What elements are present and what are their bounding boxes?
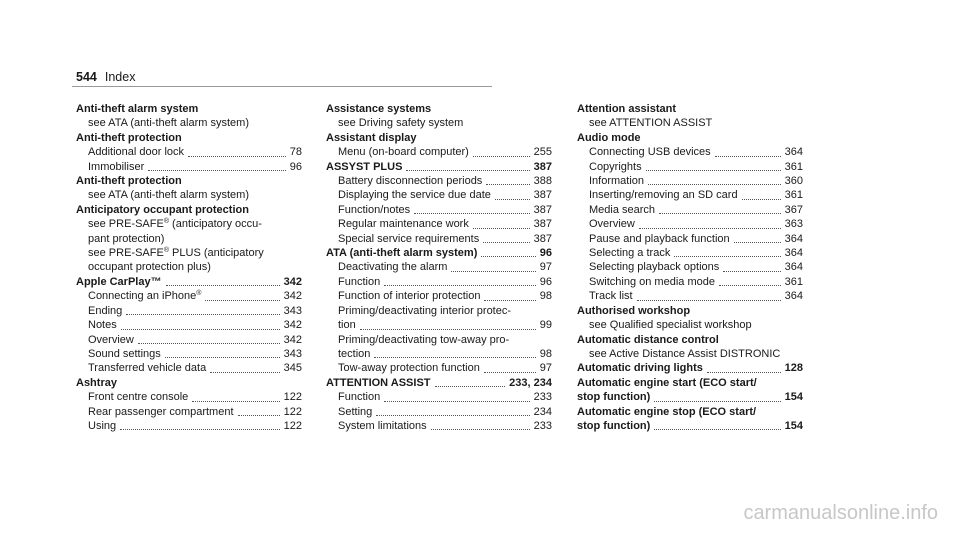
index-entry <box>577 102 803 131</box>
entry-title: Attention assistant <box>577 103 677 115</box>
page-ref: 96 <box>539 275 552 288</box>
index-entry <box>76 131 302 174</box>
page-ref: 96 <box>539 247 552 260</box>
page-ref: 387 <box>533 203 552 216</box>
index-entry <box>577 304 803 333</box>
page-ref: 367 <box>784 203 803 216</box>
index-entry <box>577 333 803 362</box>
page-ref: 360 <box>784 175 803 188</box>
page-ref: 361 <box>784 160 803 173</box>
see-reference-cont: pant protection) <box>88 232 165 245</box>
see-reference[interactable]: see Active Distance Assist DISTRONIC <box>589 347 781 360</box>
entry-title-with-page[interactable]: stop function) 154 <box>577 419 803 432</box>
index-entry <box>326 102 552 131</box>
page-ref: 96 <box>289 160 302 173</box>
index-column-2 <box>326 102 552 433</box>
sub-entry[interactable]: tion 99 <box>338 319 552 332</box>
page-ref: 364 <box>784 146 803 159</box>
sub-entry[interactable]: Ending 343 <box>88 304 302 317</box>
entry-title: Anti-theft alarm system <box>76 103 199 115</box>
sub-entry[interactable]: Function 233 <box>338 391 552 404</box>
page-ref: 364 <box>784 261 803 274</box>
sub-entry[interactable]: Immobiliser 96 <box>88 160 302 173</box>
watermark: carmanualsonline.info <box>743 502 938 524</box>
entry-title: Automatic engine stop (ECO start/ <box>577 405 757 418</box>
page-ref: 233 <box>533 391 552 404</box>
index-entry <box>326 160 552 246</box>
sub-entry[interactable]: Function of interior protection 98 <box>338 290 552 303</box>
sub-entry[interactable]: Track list 364 <box>589 290 803 303</box>
page-ref: 342 <box>283 275 302 288</box>
sub-entry[interactable]: Pause and playback function 364 <box>589 232 803 245</box>
page-ref: 154 <box>784 419 803 432</box>
sub-entry[interactable]: Setting 234 <box>338 405 552 418</box>
sub-entry[interactable]: Connecting an iPhone® 342 <box>88 290 302 303</box>
page-ref: 342 <box>283 290 302 303</box>
page-ref: 255 <box>533 146 552 159</box>
page-ref: 342 <box>283 319 302 332</box>
entry-title: Audio mode <box>577 131 641 144</box>
page-ref: 387 <box>533 218 552 231</box>
sub-entry-text: Priming/deactivating tow-away pro- <box>338 333 510 346</box>
page-ref: 122 <box>283 405 302 418</box>
page-ref: 387 <box>533 160 552 173</box>
see-reference[interactable]: see PRE-SAFE® (anticipatory occu- <box>88 218 262 231</box>
entry-title: Anti-theft protection <box>76 131 182 144</box>
sub-entry[interactable]: Notes 342 <box>88 319 302 332</box>
sub-entry[interactable]: Rear passenger compartment 122 <box>88 405 302 418</box>
page-ref: 122 <box>283 419 302 432</box>
index-entry <box>577 361 803 375</box>
page-ref: 78 <box>289 146 302 159</box>
entry-title-with-page[interactable]: ATTENTION ASSIST 233, 234 <box>326 376 552 389</box>
sub-entry[interactable]: tection 98 <box>338 347 552 360</box>
page-ref: 343 <box>283 347 302 360</box>
page-number: 544 <box>76 70 97 84</box>
header-divider <box>72 86 492 87</box>
entry-title: Authorised workshop <box>577 304 691 317</box>
sub-entry[interactable]: Inserting/removing an SD card 361 <box>589 189 803 202</box>
page-ref: 363 <box>784 218 803 231</box>
sub-entry[interactable]: Copyrights 361 <box>589 160 803 173</box>
entry-title: Automatic engine start (ECO start/ <box>577 376 757 389</box>
see-reference[interactable]: see Driving safety system <box>338 117 464 130</box>
see-reference[interactable]: see PRE-SAFE® PLUS (anticipatory <box>88 247 264 260</box>
index-entry <box>76 174 302 203</box>
index-entry <box>577 131 803 304</box>
page-ref: 98 <box>539 347 552 360</box>
page-ref: 233 <box>533 419 552 432</box>
entry-title-with-page[interactable]: ASSYST PLUS 387 <box>326 160 552 173</box>
see-reference-cont: occupant protection plus) <box>88 261 211 274</box>
page-ref: 122 <box>283 391 302 404</box>
entry-title: Anti-theft protection <box>76 175 182 188</box>
entry-title: Automatic distance control <box>577 333 719 346</box>
page-title: Index <box>104 70 136 84</box>
sub-entry[interactable]: Using 122 <box>88 419 302 432</box>
index-entry <box>76 275 302 376</box>
entry-title: Ashtray <box>76 376 117 389</box>
page-ref: 361 <box>784 189 803 202</box>
sub-entry[interactable]: Additional door lock 78 <box>88 146 302 159</box>
page-header <box>76 70 135 84</box>
entry-title: Assistant display <box>326 131 417 144</box>
sub-entry-text: Priming/deactivating interior protec- <box>338 304 512 317</box>
index-column-1 <box>76 102 302 433</box>
page-ref: 97 <box>539 261 552 274</box>
sub-entry[interactable]: System limitations 233 <box>338 419 552 432</box>
sub-entry[interactable]: Function 96 <box>338 275 552 288</box>
page-ref: 99 <box>539 319 552 332</box>
see-reference[interactable]: see ATTENTION ASSIST <box>589 117 713 130</box>
page-ref: 364 <box>784 247 803 260</box>
page-ref: 364 <box>784 290 803 303</box>
index-entry <box>326 131 552 160</box>
sub-entry[interactable]: Battery disconnection periods 388 <box>338 175 552 188</box>
sub-entry[interactable]: Information 360 <box>589 175 803 188</box>
page-ref: 345 <box>283 362 302 375</box>
entry-title-with-page[interactable]: stop function) 154 <box>577 391 803 404</box>
page-ref: 364 <box>784 232 803 245</box>
sub-entry[interactable]: Deactivating the alarm 97 <box>338 261 552 274</box>
see-reference[interactable]: see ATA (anti-theft alarm system) <box>88 189 249 202</box>
sub-entry[interactable]: Overview 363 <box>589 218 803 231</box>
entry-title: Assistance systems <box>326 103 432 115</box>
entry-title: Anticipatory occupant protection <box>76 203 249 216</box>
entry-title-with-page[interactable]: Apple CarPlay™ 342 <box>76 275 302 288</box>
see-reference[interactable]: see Qualified specialist workshop <box>589 319 752 332</box>
page-ref: 98 <box>539 290 552 303</box>
sub-entry[interactable]: Tow-away protection function 97 <box>338 362 552 375</box>
sub-entry[interactable]: Displaying the service due date 387 <box>338 189 552 202</box>
page-ref: 361 <box>784 275 803 288</box>
page-ref: 387 <box>533 232 552 245</box>
index-entry <box>76 102 302 131</box>
sub-entry[interactable]: Function/notes 387 <box>338 203 552 216</box>
page-ref: 342 <box>283 333 302 346</box>
entry-title-with-page[interactable]: Automatic driving lights 128 <box>577 362 803 375</box>
page-ref: 154 <box>784 391 803 404</box>
sub-entry[interactable]: Special service requirements 387 <box>338 232 552 245</box>
index-entry <box>76 376 302 434</box>
sub-entry[interactable]: Front centre console 122 <box>88 391 302 404</box>
sub-entry[interactable]: Switching on media mode 361 <box>589 275 803 288</box>
sub-entry[interactable]: Selecting a track 364 <box>589 247 803 260</box>
index-entry <box>577 376 803 405</box>
sub-entry[interactable]: Sound settings 343 <box>88 347 302 360</box>
sub-entry[interactable]: Overview 342 <box>88 333 302 346</box>
index-entry <box>326 376 552 434</box>
see-reference[interactable]: see ATA (anti-theft alarm system) <box>88 117 249 130</box>
entry-title-with-page[interactable]: ATA (anti-theft alarm system) 96 <box>326 247 552 260</box>
page-ref: 233, 234 <box>509 376 552 389</box>
sub-entry[interactable]: Regular maintenance work 387 <box>338 218 552 231</box>
page-ref: 387 <box>533 189 552 202</box>
sub-entry[interactable]: Connecting USB devices 364 <box>589 146 803 159</box>
index-column-3 <box>577 102 803 433</box>
index-entry <box>76 203 302 275</box>
index-entry <box>577 405 803 434</box>
sub-entry[interactable]: Selecting playback options 364 <box>589 261 803 274</box>
page-ref: 234 <box>533 405 552 418</box>
index-entry <box>326 246 552 376</box>
page-ref: 343 <box>283 304 302 317</box>
sub-entry[interactable]: Transferred vehicle data 345 <box>88 362 302 375</box>
sub-entry[interactable]: Media search 367 <box>589 203 803 216</box>
page-ref: 388 <box>533 175 552 188</box>
page-ref: 128 <box>784 362 803 375</box>
sub-entry[interactable]: Menu (on-board computer) 255 <box>338 146 552 159</box>
page-ref: 97 <box>539 362 552 375</box>
